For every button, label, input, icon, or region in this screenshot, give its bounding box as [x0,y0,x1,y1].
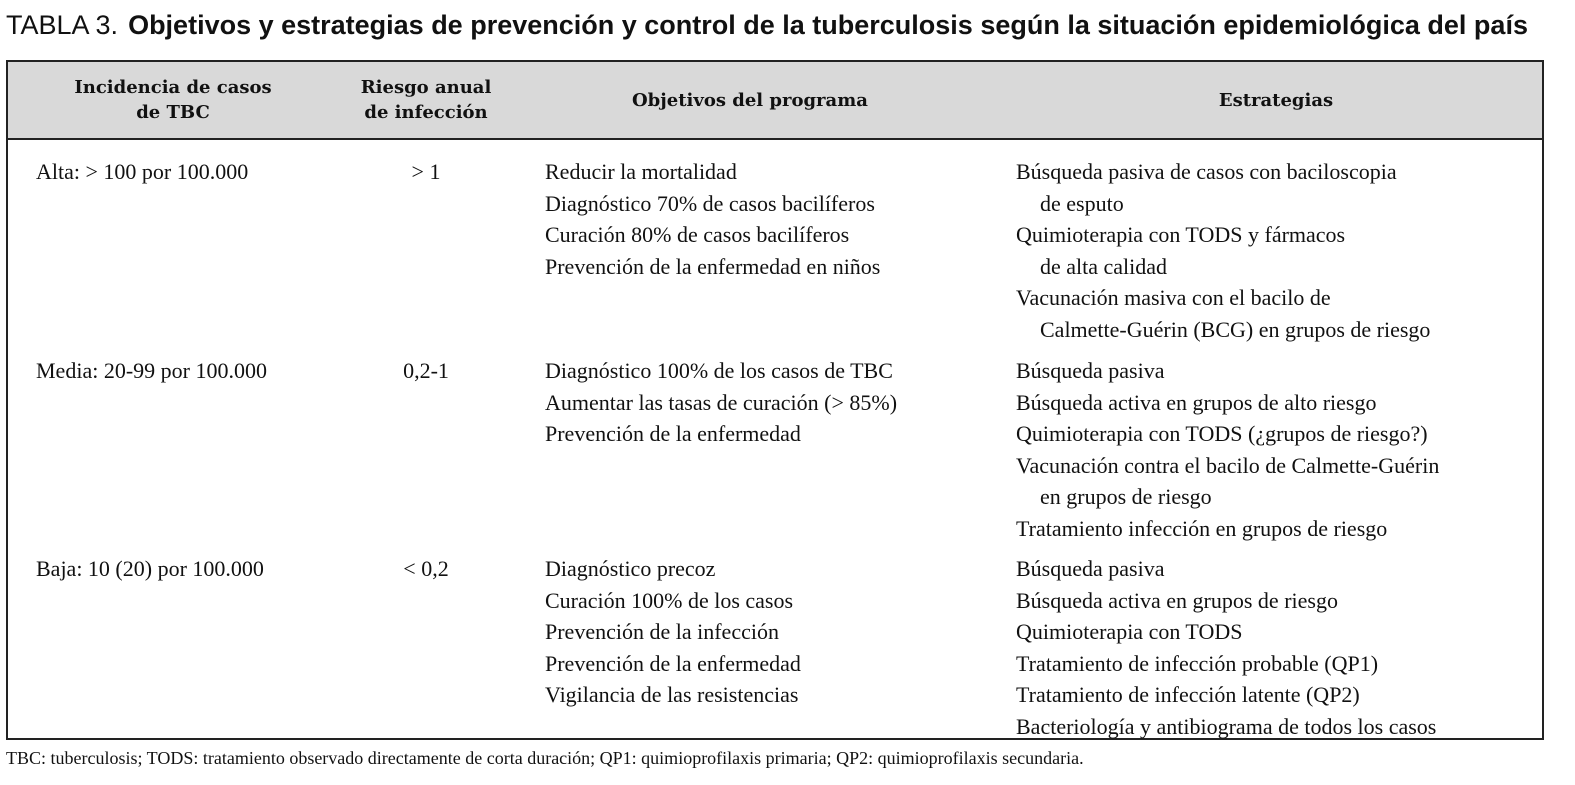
header-strategies-label: Estrategias [1218,89,1334,111]
cell-risk: 0,2-1 [403,358,449,383]
strategy-item: Búsqueda activa en grupos de alto riesgo [1016,389,1377,415]
objective-item: Prevención de la enfermedad [545,650,801,676]
header-risk-line-2: de infección [364,102,488,123]
strategy-item: de alta calidad [1040,253,1168,279]
header-objectives-label: Objetivos del programa [632,89,868,111]
cell-incidence: Alta: > 100 por 100.000 [36,159,249,184]
strategy-item: Tratamiento infección en grupos de riesgo [1016,515,1388,541]
table-header [8,62,1542,140]
objective-item: Diagnóstico precoz [545,556,716,581]
table-title: Objetivos y estrategias de prevención y control de la tuberculosis según la situación epidemiológica del país [128,10,1528,40]
strategy-item: Quimioterapia con TODS (¿grupos de riesgo?) [1016,421,1428,446]
objective-item: Diagnóstico 100% de los casos de TBC [545,358,893,383]
objective-item: Curación 100% de los casos [545,587,794,613]
strategy-item: Calmette-Guérin (BCG) en grupos de riesgo [1040,316,1431,342]
table-caption [6,4,1546,46]
header-incidence-line-2: de TBC [136,102,210,123]
strategy-item: Quimioterapia con TODS [1016,619,1243,644]
header-risk-line-1: Riesgo anual [360,77,492,98]
strategy-item: Tratamiento de infección latente (QP2) [1016,682,1360,707]
objective-item: Reducir la mortalidad [545,159,737,184]
table-footnote: TBC: tuberculosis; TODS: tratamiento observado directamente de corta duración; QP1: quimioprofilaxis primaria; QP2: quimioprofilaxis secundaria. [6,748,1084,768]
objective-item: Prevención de la enfermedad [545,421,801,446]
table-label: TABLA 3. [6,10,119,40]
cell-objectives [545,156,880,282]
objective-item: Prevención de la enfermedad en niños [545,253,881,279]
cell-objectives [545,355,897,450]
table-figure [6,4,1546,768]
objective-item: Curación 80% de casos bacilíferos [545,222,850,247]
objective-item: Aumentar las tasas de curación (> 85%) [545,389,898,415]
strategy-item: Búsqueda pasiva [1016,556,1165,581]
strategy-item: Tratamiento de infección probable (QP1) [1016,650,1379,676]
cell-risk: < 0,2 [403,556,449,581]
strategy-item: Búsqueda activa en grupos de riesgo [1016,587,1338,613]
cell-objectives [545,553,801,711]
header-incidence-line-1: Incidencia de casos [74,77,272,98]
strategy-item: Búsqueda pasiva [1016,358,1165,383]
objective-item: Prevención de la infección [545,619,779,644]
cell-strategies [1016,355,1439,544]
strategy-item: en grupos de riesgo [1040,484,1212,509]
cell-strategies [1016,553,1436,742]
strategy-item: Quimioterapia con TODS y fármacos [1016,222,1346,247]
objective-item: Diagnóstico 70% de casos bacilíferos [545,190,875,216]
objective-item: Vigilancia de las resistencias [545,682,799,707]
strategy-item: de esputo [1040,190,1124,216]
data-table [6,60,1544,740]
strategy-item: Vacunación contra el bacilo de Calmette-Guérin [1016,452,1440,478]
strategy-item: Bacteriología y antibiograma de todos los casos [1016,713,1437,739]
cell-risk: > 1 [411,159,441,184]
cell-strategies [1016,156,1430,345]
header-strategies [1008,62,1544,138]
cell-incidence: Baja: 10 (20) por 100.000 [36,556,264,581]
strategy-item: Búsqueda pasiva de casos con baciloscopia [1016,159,1397,184]
cell-incidence: Media: 20-99 por 100.000 [36,358,267,383]
header-incidence [8,62,338,138]
header-risk [340,62,512,138]
header-objectives [544,62,944,138]
strategy-item: Vacunación masiva con el bacilo de [1016,285,1331,310]
